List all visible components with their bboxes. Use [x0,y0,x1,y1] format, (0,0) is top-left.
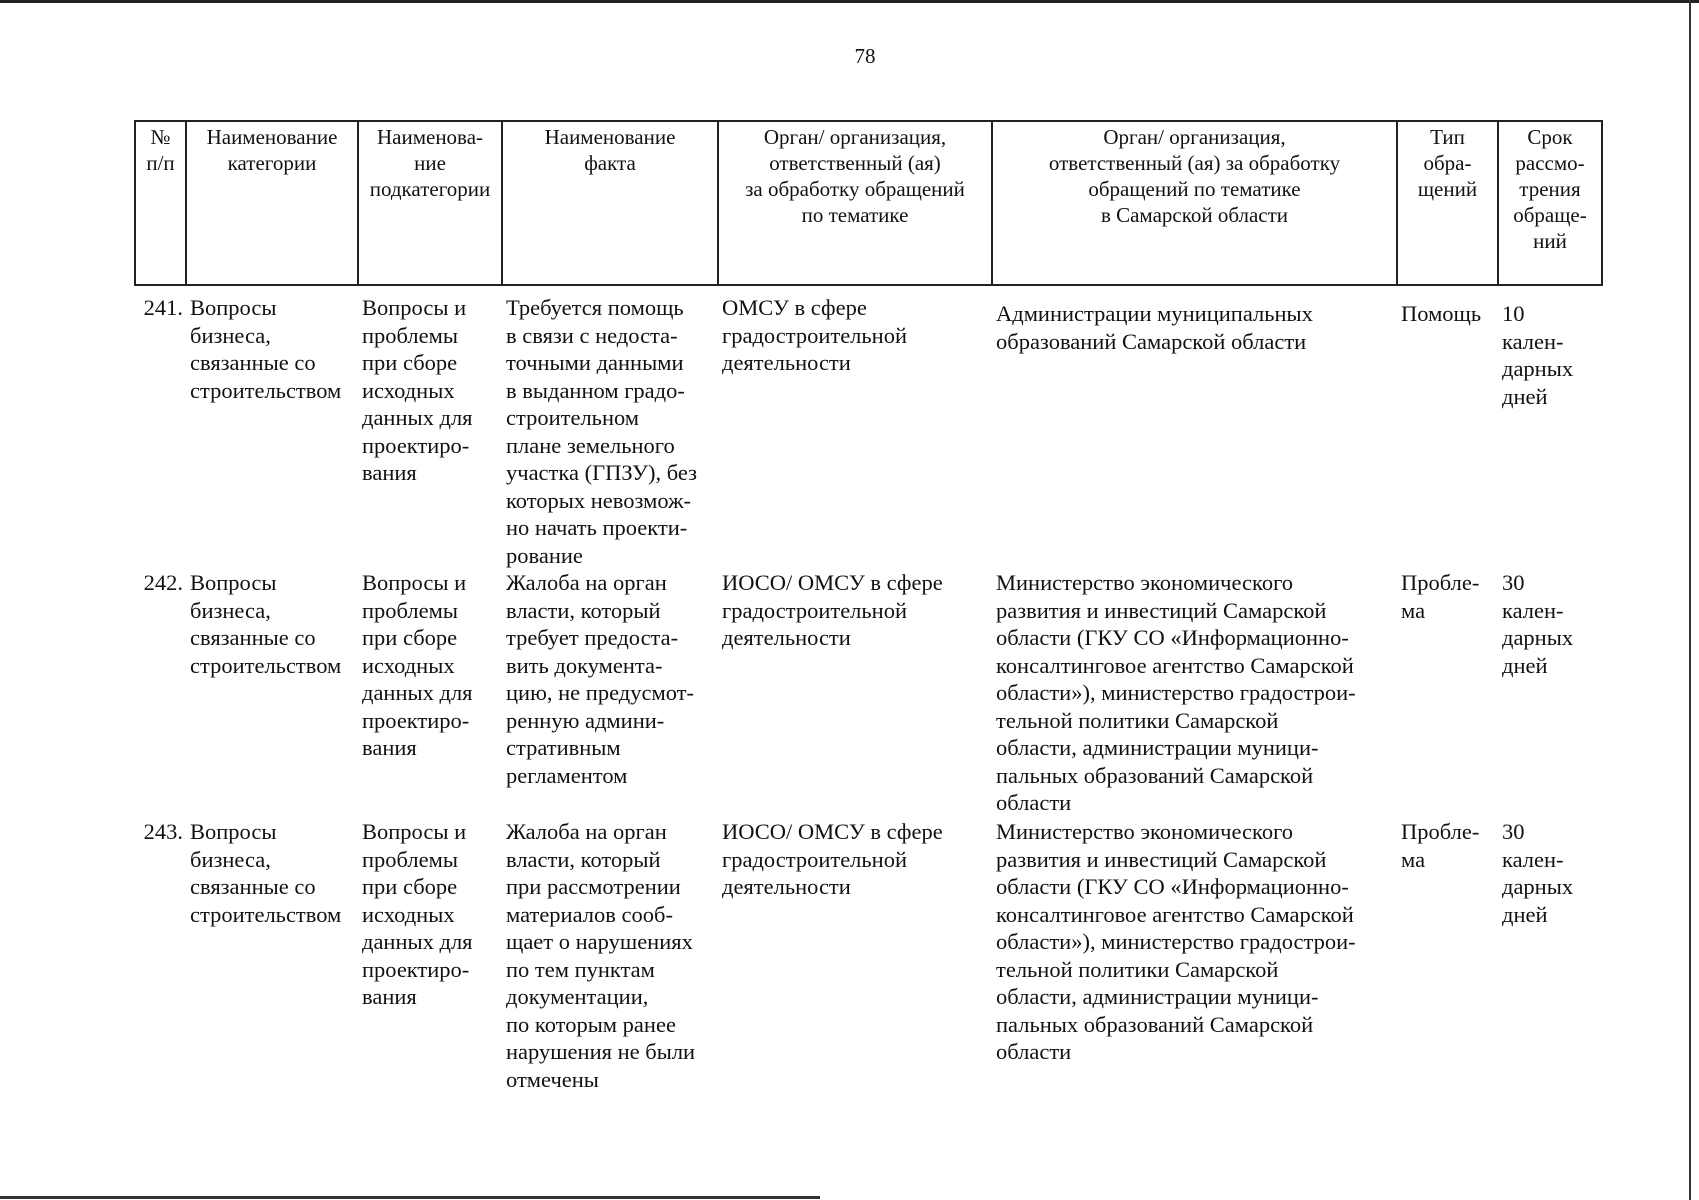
row-subcategory: Вопросы и проблемы при сборе исходных данных для проектиро- вания [362,819,473,1009]
row-organization: ИОСО/ ОМСУ в сфере градостроительной деятельности [722,819,943,899]
header-fact: Наименование факта [502,121,718,285]
row-fact: Жалоба на орган власти, который при рассмотрении материалов сооб- щает о нарушениях по тем пунктам документации, по которым ранее нарушения не были отмечены [506,819,696,1092]
row-review-term: 30 кален- дарных дней [1502,570,1574,678]
header-organization-region: Орган/ организация, ответственный (ая) за обработку обращений по тематике в Самарской области [992,121,1397,285]
header-number: № п/п [135,121,186,285]
row-organization-region: Министерство экономического развития и инвестиций Самарской области (ГКУ СО «Информационно- консалтинговое агентство Самарской области»), министерство градострои- тельной политики Самарской области, администрации муници- пальных образований Самарской области [996,570,1356,815]
right-scan-edge [1689,0,1691,1200]
bottom-scan-edge [0,1196,820,1199]
row-fact: Требуется помощь в связи с недоста- точными данными в выданном градо- строительном плане земельного участка (ГПЗУ), без которых невозмож- но начать проекти- рование [506,295,698,568]
row-organization-region: Администрации муниципальных образований Самарской области [996,301,1313,354]
row-fact: Жалоба на орган власти, который требует предоста- вить документа- цию, не предусмот- ренную админи- стративным регламентом [506,570,694,788]
header-appeal-type: Тип обра- щений [1397,121,1498,285]
row-organization: ОМСУ в сфере градостроительной деятельности [722,295,907,375]
header-category: Наименование категории [186,121,358,285]
row-appeal-type: Помощь [1401,301,1482,326]
row-organization-region: Министерство экономического развития и инвестиций Самарской области (ГКУ СО «Информационно- консалтинговое агентство Самарской области»), министерство градострои- тельной политики Самарской области, администрации муници- пальных образований Самарской области [996,819,1356,1064]
table-row [135,285,1602,569]
row-review-term: 10 кален- дарных дней [1502,301,1574,409]
row-subcategory: Вопросы и проблемы при сборе исходных данных для проектиро- вания [362,570,473,760]
row-appeal-type: Пробле- ма [1401,819,1480,872]
row-category: Вопросы бизнеса, связанные со строительством [190,295,342,403]
table-row [135,569,1602,818]
row-organization: ИОСО/ ОМСУ в сфере градостроительной деятельности [722,570,943,650]
row-number: 242. [143,570,183,595]
row-number: 241. [143,295,183,320]
row-category: Вопросы бизнеса, связанные со строительством [190,819,342,927]
top-scan-edge [0,0,1699,3]
table-row [135,818,1602,1098]
appeals-table [134,120,1603,1098]
row-number: 243. [143,819,183,844]
row-appeal-type: Пробле- ма [1401,570,1480,623]
row-subcategory: Вопросы и проблемы при сборе исходных данных для проектиро- вания [362,295,473,485]
header-subcategory: Наименова- ние подкатегории [358,121,502,285]
header-review-term: Срок рассмо- трения обраще- ний [1498,121,1602,285]
page-number: 78 [854,44,876,68]
row-category: Вопросы бизнеса, связанные со строительством [190,570,342,678]
row-review-term: 30 кален- дарных дней [1502,819,1574,927]
table-header-row [135,121,1602,285]
header-organization: Орган/ организация, ответственный (ая) за обработку обращений по тематике [718,121,992,285]
